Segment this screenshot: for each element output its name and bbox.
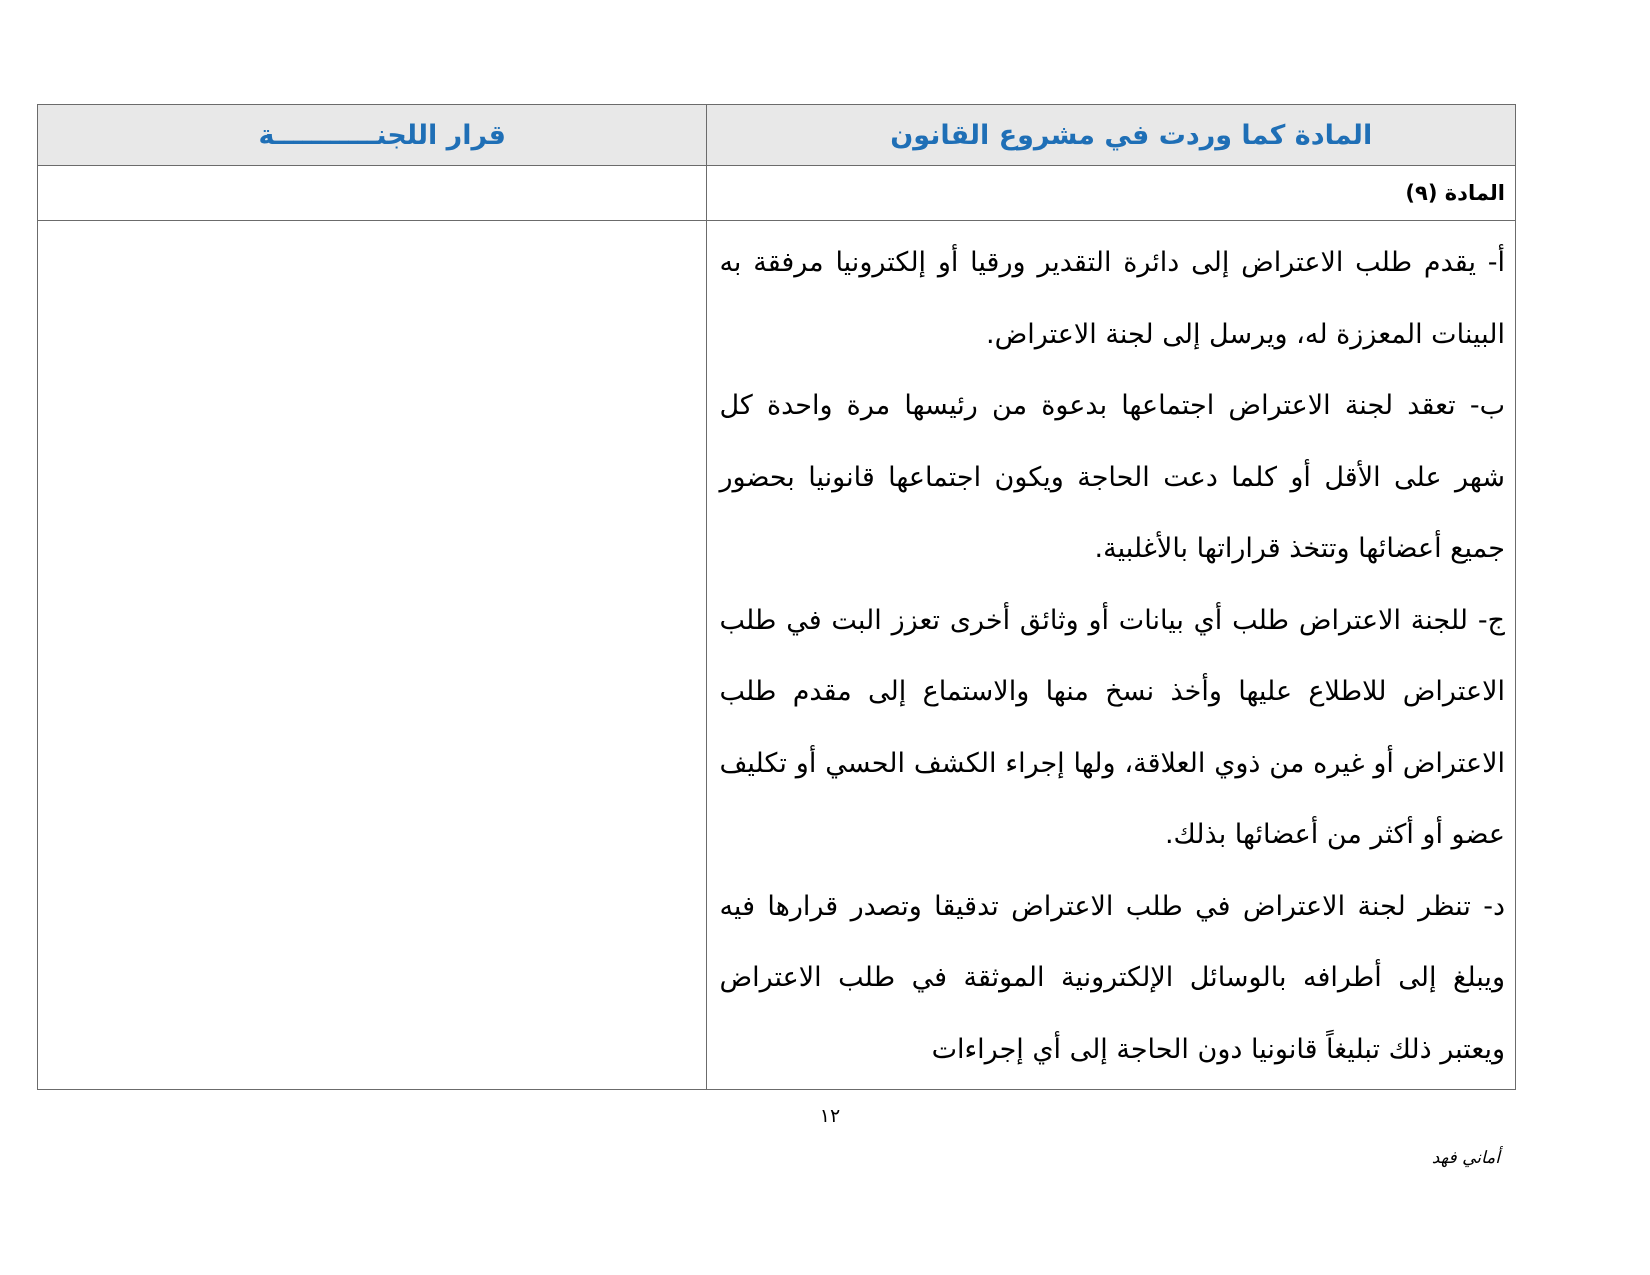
article-title-row	[38, 166, 1516, 221]
decision-text-cell	[38, 221, 707, 1090]
article-body-row	[38, 221, 1516, 1090]
paragraph-a: أ- يقدم طلب الاعتراض إلى دائرة التقدير ورقيا أو إلكترونيا مرفقة به البينات المعززة له، ويرسل إلى لجنة الاعتراض.	[719, 247, 1505, 350]
article-heading: المادة (٩)	[707, 166, 1516, 221]
paragraph-b: ب- تعقد لجنة الاعتراض اجتماعها بدعوة من رئيسها مرة واحدة كل شهر على الأقل أو كلما دعت الحاجة ويكون اجتماعها قانونيا بحضور جميع أعضائها وتتخذ قراراتها بالأغلبية.	[719, 390, 1505, 564]
signature: أماني فهد	[1431, 1148, 1500, 1168]
paragraph-d: د- تنظر لجنة الاعتراض في طلب الاعتراض تدقيقا وتصدر قرارها فيه ويبلغ إلى أطرافه بالوسائل الإلكترونية الموثقة في طلب الاعتراض ويعتبر ذلك تبليغاً قانونيا دون الحاجة إلى أي إجراءات	[719, 890, 1505, 1065]
decision-column-header: قرار اللجنـــــــــــة	[38, 105, 707, 166]
decision-cell-empty	[38, 166, 707, 221]
paragraph-c: ج- للجنة الاعتراض طلب أي بيانات أو وثائق أخرى تعزز البت في طلب الاعتراض للاطلاع عليها وأخذ نسخ منها والاستماع إلى مقدم طلب الاعتراض أو غيره من ذوي العلاقة، ولها إجراء الكشف الحسي أو تكليف عضو أو أكثر من أعضائها بذلك.	[719, 604, 1505, 850]
comparison-table	[37, 104, 1516, 1090]
table-header-row	[38, 105, 1516, 166]
article-column-header: المادة كما وردت في مشروع القانون	[707, 105, 1516, 166]
article-text-cell	[707, 221, 1516, 1090]
page-number: ١٢	[819, 1105, 841, 1127]
